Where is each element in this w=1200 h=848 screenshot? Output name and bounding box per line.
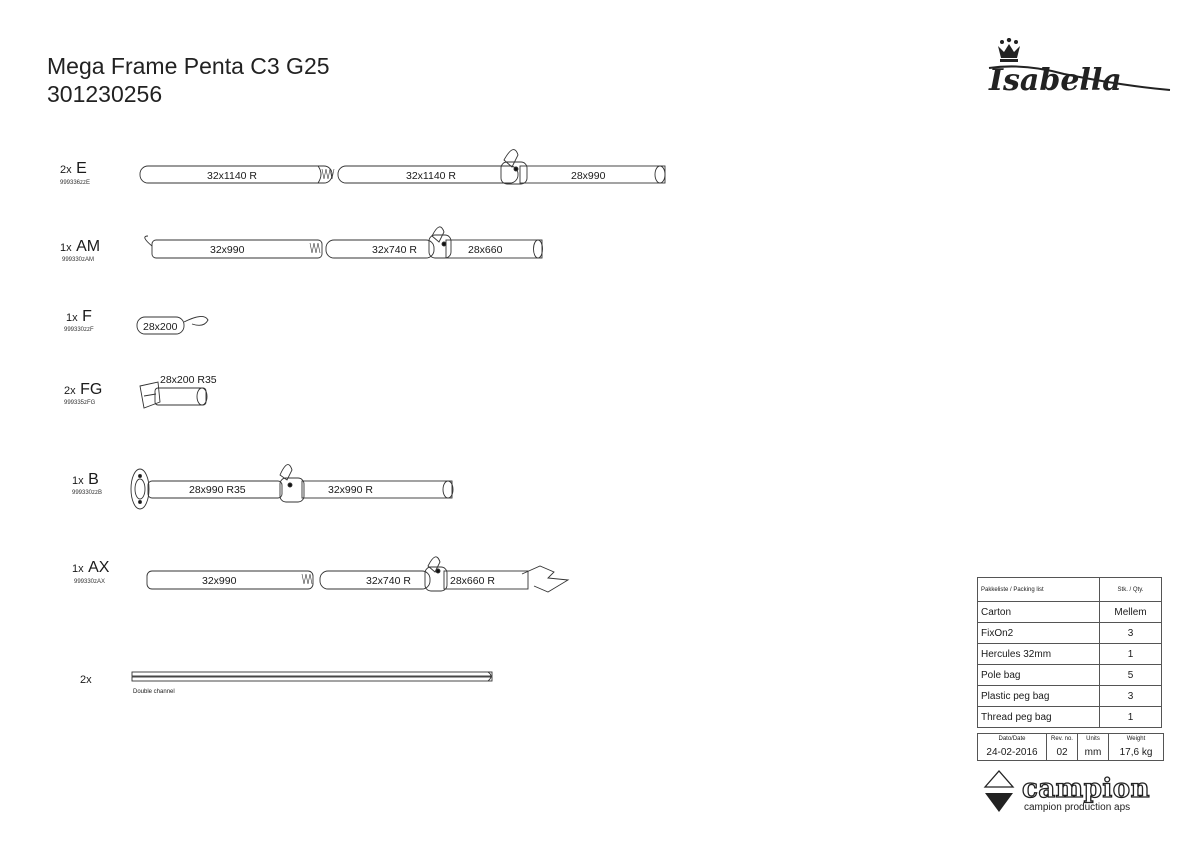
rev-value: 02 [1047,744,1078,761]
weight-value: 17,6 kg [1109,744,1164,761]
part-number-f: 999330zzF [64,327,94,333]
manufacturer-name: campion production aps [1024,802,1131,813]
pole-fg [140,374,217,408]
rev-label: Rev. no. [1047,734,1078,745]
date-value: 24-02-2016 [978,744,1047,761]
segment-label: 32x990 R [328,484,373,496]
document-meta [977,733,1164,761]
campion-wordmark: campion [1022,774,1150,804]
brand-wordmark: Isabella [989,63,1122,98]
segment-label: 32x1140 R [406,170,457,182]
part-label-e: 2x E [60,160,87,177]
part-label-b: 1x B [72,471,99,488]
double-channel [132,672,492,695]
article-number: 301230256 [47,81,163,107]
part-number-b: 999330zzB [72,490,103,496]
part-number-am: 999330zAM [62,257,95,263]
packing-list-header: Pakkeliste / Packing list [978,578,1100,602]
segment-label: 28x660 R [450,575,495,587]
pole-b [131,465,453,509]
part-label-f: 1x F [66,308,92,325]
date-label: Dato/Date [978,734,1047,745]
part-label-ax: 1x AX [72,559,110,576]
units-value: mm [1078,744,1109,761]
part-number-fg: 999335zFG [64,400,96,406]
pole-e [140,150,665,184]
product-name: Mega Frame Penta C3 G25 [47,53,330,79]
packing-row: Carton Mellem [978,602,1162,623]
segment-label: 32x740 R [366,575,411,587]
part-label-fg: 2x FG [64,381,103,398]
packing-row: Thread peg bag 1 [978,707,1162,728]
part-label-channel: 2x [80,674,92,686]
segment-label: 32x990 [202,575,237,587]
part-number-e: 999336zzE [60,180,91,186]
segment-label: 32x740 R [372,244,417,256]
segment-label: 28x200 [143,321,178,333]
segment-label: 28x990 R35 [189,484,246,496]
qty-header: Stk. / Qty. [1100,578,1162,602]
packing-row: Hercules 32mm 1 [978,644,1162,665]
segment-label: Double channel [133,689,175,695]
segment-label: 32x1140 R [207,170,258,182]
segment-label: 28x200 R35 [160,374,217,386]
pole-ax [147,557,568,592]
segment-label: 28x990 [571,170,606,182]
segment-label: 32x990 [210,244,245,256]
part-label-am: 1x AM [60,238,101,255]
segment-label: 28x660 [468,244,503,256]
packing-row: Plastic peg bag 3 [978,686,1162,707]
packing-list [977,577,1162,728]
triangle-up-icon [985,771,1013,787]
packing-row: FixOn2 3 [978,623,1162,644]
triangle-down-icon [985,793,1013,812]
pole-am [145,227,543,258]
packing-row: Pole bag 5 [978,665,1162,686]
weight-label: Weight [1109,734,1164,745]
units-label: Units [1078,734,1109,745]
pole-f [137,316,208,334]
part-number-ax: 999330zAX [74,579,106,585]
